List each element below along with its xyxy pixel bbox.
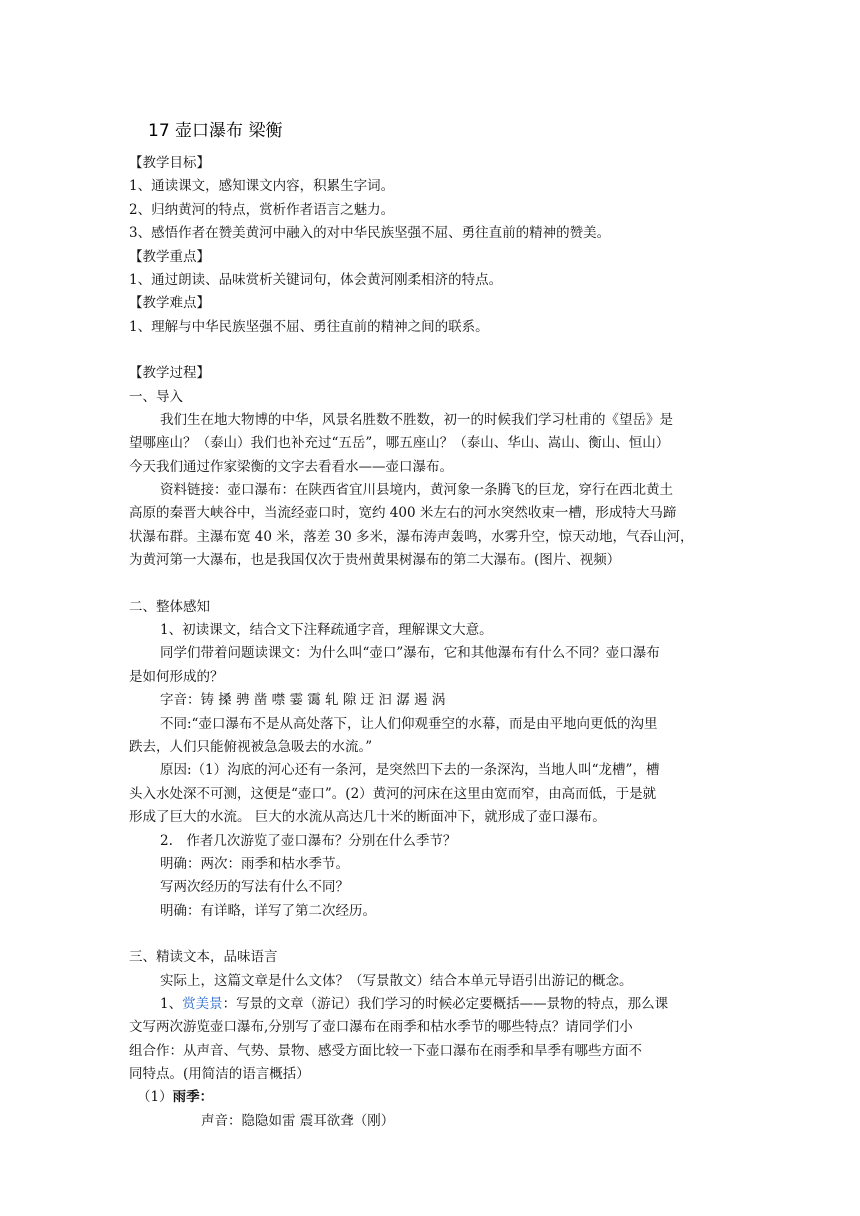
goal-item: 1、通读课文，感知课文内容，积累生字词。 [129, 178, 395, 195]
lesson-title: 17 壶口瀑布 梁衡 [148, 121, 283, 141]
rain-season-label: 雨季： [172, 1089, 214, 1106]
overview-answer: 明确：两次：雨季和枯水季节。 [160, 855, 349, 872]
key-points-header: 【教学重点】 [129, 248, 210, 265]
goal-item: 3、感悟作者在赞美黄河中融入的对中华民族坚强不屈、勇往直前的精神的赞美。 [129, 225, 611, 242]
overview-answer: 明确：有详略，详写了第二次经历。 [160, 902, 376, 919]
difference-line: 不同:“壶口瀑布不是从高处落下，让人们仰观垂空的水幕，而是由平地向更低的沟里 [160, 715, 658, 732]
rain-season-heading [129, 1086, 731, 1109]
intro-paragraph-line: 今天我们通过作家梁衡的文字去看看水——壶口瀑布。 [129, 458, 453, 475]
section-heading-intro: 一、导入 [129, 388, 183, 405]
difficulties-header: 【教学难点】 [129, 295, 210, 312]
resource-paragraph-line: 为黄河第一大瀑布，也是我国仅次于贵州黄果树瀑布的第二大瀑布。(图片、视频） [129, 552, 621, 569]
pronunciation-chars: 字音：铸 搡 骋 凿 噤 霎 霭 轧 隙 迂 汩 潺 遏 涡 [160, 692, 446, 709]
enjoy-line: 组合作：从声音、气势、景物、感受方面比较一下壶口瀑布在雨季和旱季有哪些方面不 [129, 1042, 642, 1059]
section-heading-overview: 二、整体感知 [129, 598, 210, 615]
difficulty-item: 1、理解与中华民族坚强不屈、勇往直前的精神之间的联系。 [129, 318, 489, 335]
sound-line: 声音：隐隐如雷 震耳欲聋（刚） [201, 1112, 395, 1129]
reason-line: 形成了巨大的水流。 巨大的水流从高达几十米的断面冲下，就形成了壶口瀑布。 [129, 809, 606, 826]
enjoy-prefix: 1、 [160, 995, 183, 1012]
overview-question: 写两次经历的写法有什么不同？ [160, 879, 349, 896]
overview-question: 2. 作者几次游览了壶口瀑布？分别在什么季节？ [160, 832, 457, 849]
resource-paragraph-line: 高原的秦晋大峡谷中，当流经壶口时，宽约 400 米左右的河水突然收束一槽，形成特大马蹄 [129, 505, 677, 522]
overview-ask-line: 是如何形成的？ [129, 668, 224, 685]
enjoy-line: 同特点。(用简洁的语言概括） [129, 1066, 310, 1083]
difference-line: 跌去，人们只能俯视被急急吸去的水流。” [129, 738, 373, 755]
rain-season-number: （1） [137, 1089, 173, 1106]
reading-paragraph: 实际上，这篇文章是什么文体？（写景散文）结合本单元导语引出游记的概念。 [160, 972, 633, 989]
resource-paragraph-line: 资料链接：壶口瀑布：在陕西省宜川县境内，黄河象一条腾飞的巨龙，穿行在西北黄土 [160, 482, 673, 499]
reason-line: 头入水处深不可测，这便是“壶口”。(2）黄河的河床在这里由宽而窄，由高而低，于是就 [129, 785, 657, 802]
reason-line: 原因:（1）沟底的河心还有一条河，是突然凹下去的一条深沟，当地人叫“龙槽”，槽 [160, 762, 660, 779]
goal-item: 2、归纳黄河的特点，赏析作者语言之魅力。 [129, 201, 395, 218]
overview-ask-line: 同学们带着问题读课文：为什么叫“壶口”瀑布，它和其他瀑布有什么不同？壶口瀑布 [160, 645, 660, 662]
overview-question: 1、初读课文，结合文下注释疏通字音，理解课文大意。 [160, 622, 493, 639]
enjoy-line: 文写两次游览壶口瀑布,分别写了壶口瀑布在雨季和枯水季节的哪些特点？请同学们小 [129, 1019, 633, 1036]
enjoy-line [129, 993, 731, 1016]
key-point-item: 1、通过朗读、品味赏析关键词句，体会黄河刚柔相济的特点。 [129, 271, 503, 288]
enjoy-label: 赏美景 [182, 995, 223, 1012]
enjoy-text: ：写景的文章（游记）我们学习的时候必定要概括——景物的特点，那么课 [222, 995, 669, 1012]
resource-paragraph-line: 状瀑布群。主瀑布宽 40 米，落差 30 多米，瀑布涛声轰鸣，水雾升空，惊天动地，气吞山河， [129, 528, 694, 545]
intro-paragraph-line: 望哪座山？（泰山）我们也补充过“五岳”，哪五座山？（泰山、华山、嵩山、衡山、恒山） [129, 435, 670, 452]
section-heading-reading: 三、精读文本，品味语言 [129, 949, 278, 966]
goals-header: 【教学目标】 [129, 155, 210, 171]
process-header: 【教学过程】 [129, 365, 210, 382]
document-body [129, 152, 731, 1133]
intro-paragraph-line: 我们生在地大物博的中华，风景名胜数不胜数，初一的时候我们学习杜甫的《望岳》是 [160, 411, 673, 428]
